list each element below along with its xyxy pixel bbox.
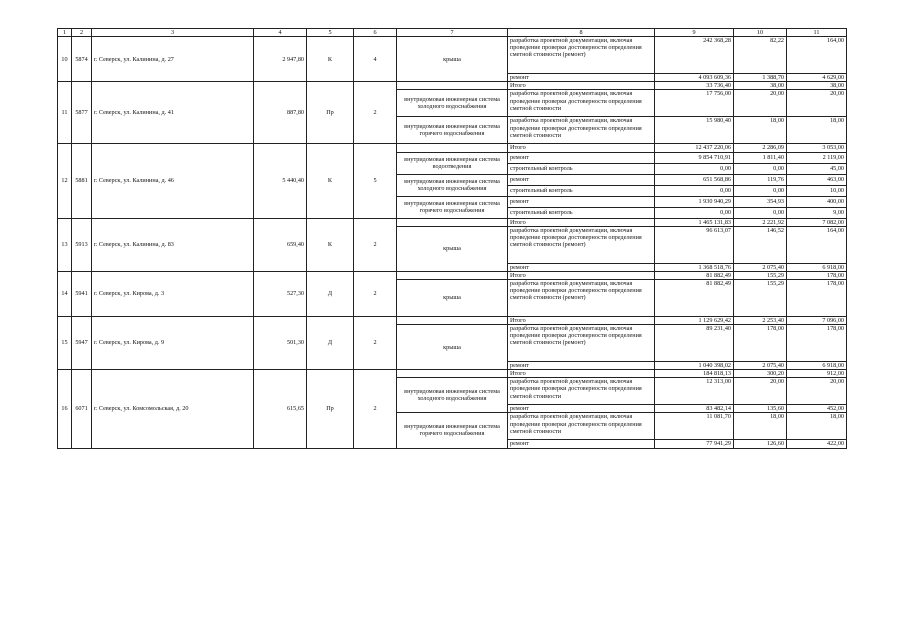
table-row xyxy=(58,144,847,152)
area-cell: 887,80 xyxy=(254,82,307,144)
work-type-cell: Итого xyxy=(508,370,655,378)
work-type-cell: Итого xyxy=(508,82,655,90)
work-type-cell: ремонт xyxy=(508,263,655,271)
work-type-cell: ремонт xyxy=(508,152,655,163)
cost-cell: 1 129 629,42 xyxy=(655,316,734,324)
limit-cost-cell: 4 629,00 xyxy=(787,74,847,82)
work-type-cell: Итого xyxy=(508,271,655,279)
area-cell: 615,65 xyxy=(254,370,307,448)
limit-cost-cell: 18,00 xyxy=(787,117,847,144)
area-cell: 659,40 xyxy=(254,218,307,271)
column-header: 6 xyxy=(354,29,397,37)
column-header: 11 xyxy=(787,29,847,37)
work-type-cell: Итого xyxy=(508,316,655,324)
work-type-cell: строительный контроль xyxy=(508,207,655,218)
cost-cell: 184 818,13 xyxy=(655,370,734,378)
floors-cell: 4 xyxy=(354,37,397,82)
table-row xyxy=(58,37,847,74)
house-type-cell: К xyxy=(307,144,354,218)
limit-cost-cell: 2 119,00 xyxy=(787,152,847,163)
address-cell: г. Северск, ул. Кирова, д. 9 xyxy=(92,316,254,369)
floors-cell: 2 xyxy=(354,316,397,369)
cost-cell: 81 882,49 xyxy=(655,279,734,316)
limit-cost-cell: 463,00 xyxy=(787,174,847,185)
column-header: 8 xyxy=(508,29,655,37)
address-cell: г. Северск, ул. Калинина, д. 83 xyxy=(92,218,254,271)
object-id-cell: 5913 xyxy=(72,218,92,271)
floors-cell: 2 xyxy=(354,218,397,271)
object-id-cell: 6071 xyxy=(72,370,92,448)
limit-cost-cell: 3 053,00 xyxy=(787,144,847,152)
cost-cell: 15 980,40 xyxy=(655,117,734,144)
limit-cost-cell: 7 096,00 xyxy=(787,316,847,324)
unit-cost-cell: 155,29 xyxy=(734,271,787,279)
unit-cost-cell: 0,00 xyxy=(734,163,787,174)
system-cell: внутридомовая инженерная система горячего водоснабжения xyxy=(397,117,508,144)
system-cell-empty xyxy=(397,82,508,90)
system-cell-empty xyxy=(397,271,508,279)
row-number-cell: 16 xyxy=(58,370,72,448)
limit-cost-cell: 400,00 xyxy=(787,196,847,207)
object-id-cell: 5941 xyxy=(72,271,92,316)
limit-cost-cell: 422,00 xyxy=(787,440,847,448)
address-cell: г. Северск, ул. Калинина, д. 41 xyxy=(92,82,254,144)
cost-cell: 1 930 940,29 xyxy=(655,196,734,207)
column-header: 4 xyxy=(254,29,307,37)
system-cell: внутридомовая инженерная система холодного водоснабжения xyxy=(397,378,508,413)
column-header: 3 xyxy=(92,29,254,37)
cost-cell: 12 313,00 xyxy=(655,378,734,405)
cost-cell: 4 093 609,36 xyxy=(655,74,734,82)
limit-cost-cell: 45,00 xyxy=(787,163,847,174)
limit-cost-cell: 164,00 xyxy=(787,37,847,74)
system-cell: внутридомовая инженерная система водоотведения xyxy=(397,152,508,174)
column-header: 1 xyxy=(58,29,72,37)
cost-cell: 1 368 518,76 xyxy=(655,263,734,271)
house-type-cell: Д xyxy=(307,271,354,316)
address-cell: г. Северск, ул. Калинина, д. 27 xyxy=(92,37,254,82)
unit-cost-cell: 2 221,92 xyxy=(734,218,787,226)
cost-cell: 83 482,14 xyxy=(655,405,734,413)
unit-cost-cell: 2 075,40 xyxy=(734,362,787,370)
cost-cell: 12 437 220,06 xyxy=(655,144,734,152)
object-id-cell: 5874 xyxy=(72,37,92,82)
capital-repair-table xyxy=(57,28,847,449)
limit-cost-cell: 452,00 xyxy=(787,405,847,413)
row-number-cell: 14 xyxy=(58,271,72,316)
cost-cell: 0,00 xyxy=(655,163,734,174)
row-number-cell: 15 xyxy=(58,316,72,369)
system-cell: внутридомовая инженерная система горячего водоснабжения xyxy=(397,196,508,218)
unit-cost-cell: 300,20 xyxy=(734,370,787,378)
object-id-cell: 5947 xyxy=(72,316,92,369)
work-type-cell: ремонт xyxy=(508,362,655,370)
limit-cost-cell: 912,00 xyxy=(787,370,847,378)
table-row xyxy=(58,316,847,324)
work-type-cell: разработка проектной документации, включая проведение проверки достоверности определения сметной стоимости xyxy=(508,90,655,117)
floors-cell: 5 xyxy=(354,144,397,218)
work-type-cell: строительный контроль xyxy=(508,185,655,196)
address-cell: г. Северск, ул. Комсомольская, д. 20 xyxy=(92,370,254,448)
unit-cost-cell: 82,22 xyxy=(734,37,787,74)
unit-cost-cell: 0,00 xyxy=(734,207,787,218)
unit-cost-cell: 18,00 xyxy=(734,413,787,440)
unit-cost-cell: 2 253,40 xyxy=(734,316,787,324)
row-number-cell: 12 xyxy=(58,144,72,218)
cost-cell: 1 465 131,83 xyxy=(655,218,734,226)
work-type-cell: Итого xyxy=(508,218,655,226)
table-row xyxy=(58,370,847,378)
column-header: 5 xyxy=(307,29,354,37)
system-cell-empty xyxy=(397,370,508,378)
work-type-cell: разработка проектной документации, включая проведение проверки достоверности определения сметной стоимости (ремонт) xyxy=(508,325,655,362)
limit-cost-cell: 18,00 xyxy=(787,413,847,440)
floors-cell: 2 xyxy=(354,370,397,448)
limit-cost-cell: 20,00 xyxy=(787,90,847,117)
house-type-cell: К xyxy=(307,37,354,82)
row-number-cell: 10 xyxy=(58,37,72,82)
cost-cell: 651 568,86 xyxy=(655,174,734,185)
work-type-cell: разработка проектной документации, включая проведение проверки достоверности определения сметной стоимости (ремонт) xyxy=(508,37,655,74)
unit-cost-cell: 0,00 xyxy=(734,185,787,196)
limit-cost-cell: 6 918,00 xyxy=(787,263,847,271)
work-type-cell: разработка проектной документации, включая проведение проверки достоверности определения сметной стоимости xyxy=(508,413,655,440)
floors-cell: 2 xyxy=(354,82,397,144)
row-number-cell: 11 xyxy=(58,82,72,144)
cost-cell: 81 882,49 xyxy=(655,271,734,279)
work-type-cell: разработка проектной документации, включая проведение проверки достоверности определения сметной стоимости (ремонт) xyxy=(508,279,655,316)
cost-cell: 0,00 xyxy=(655,207,734,218)
limit-cost-cell: 38,00 xyxy=(787,82,847,90)
unit-cost-cell: 135,60 xyxy=(734,405,787,413)
column-header: 2 xyxy=(72,29,92,37)
limit-cost-cell: 20,00 xyxy=(787,378,847,405)
unit-cost-cell: 38,00 xyxy=(734,82,787,90)
system-cell: крыша xyxy=(397,325,508,370)
cost-cell: 77 941,29 xyxy=(655,440,734,448)
work-type-cell: Итого xyxy=(508,144,655,152)
area-cell: 2 947,80 xyxy=(254,37,307,82)
work-type-cell: разработка проектной документации, включая проведение проверки достоверности определения сметной стоимости xyxy=(508,117,655,144)
cost-cell: 17 756,00 xyxy=(655,90,734,117)
address-cell: г. Северск, ул. Кирова, д. 3 xyxy=(92,271,254,316)
cost-cell: 33 736,40 xyxy=(655,82,734,90)
unit-cost-cell: 20,00 xyxy=(734,378,787,405)
system-cell: крыша xyxy=(397,37,508,82)
system-cell: внутридомовая инженерная система горячего водоснабжения xyxy=(397,413,508,448)
address-cell: г. Северск, ул. Калинина, д. 46 xyxy=(92,144,254,218)
unit-cost-cell: 2 286,09 xyxy=(734,144,787,152)
limit-cost-cell: 10,00 xyxy=(787,185,847,196)
area-cell: 501,30 xyxy=(254,316,307,369)
unit-cost-cell: 2 075,40 xyxy=(734,263,787,271)
cost-cell: 0,00 xyxy=(655,185,734,196)
table-row xyxy=(58,218,847,226)
work-type-cell: ремонт xyxy=(508,174,655,185)
house-type-cell: К xyxy=(307,218,354,271)
column-header: 9 xyxy=(655,29,734,37)
unit-cost-cell: 126,60 xyxy=(734,440,787,448)
limit-cost-cell: 6 918,00 xyxy=(787,362,847,370)
object-id-cell: 5877 xyxy=(72,82,92,144)
system-cell-empty xyxy=(397,316,508,324)
unit-cost-cell: 1 388,70 xyxy=(734,74,787,82)
limit-cost-cell: 164,00 xyxy=(787,226,847,263)
work-type-cell: ремонт xyxy=(508,196,655,207)
column-number-row xyxy=(58,29,847,37)
object-id-cell: 5881 xyxy=(72,144,92,218)
area-cell: 5 440,40 xyxy=(254,144,307,218)
limit-cost-cell: 178,00 xyxy=(787,279,847,316)
house-type-cell: Пр xyxy=(307,82,354,144)
unit-cost-cell: 1 811,40 xyxy=(734,152,787,163)
cost-cell: 9 854 710,91 xyxy=(655,152,734,163)
cost-cell: 11 081,70 xyxy=(655,413,734,440)
cost-cell: 89 231,40 xyxy=(655,325,734,362)
limit-cost-cell: 7 082,00 xyxy=(787,218,847,226)
table-body xyxy=(58,37,847,448)
system-cell: внутридомовая инженерная система холодного водоснабжения xyxy=(397,174,508,196)
limit-cost-cell: 178,00 xyxy=(787,271,847,279)
system-cell: крыша xyxy=(397,226,508,271)
area-cell: 527,30 xyxy=(254,271,307,316)
work-type-cell: ремонт xyxy=(508,440,655,448)
house-type-cell: Пр xyxy=(307,370,354,448)
floors-cell: 2 xyxy=(354,271,397,316)
limit-cost-cell: 178,00 xyxy=(787,325,847,362)
cost-cell: 1 040 398,02 xyxy=(655,362,734,370)
house-type-cell: Д xyxy=(307,316,354,369)
system-cell: внутридомовая инженерная система холодного водоснабжения xyxy=(397,90,508,117)
cost-cell: 242 368,28 xyxy=(655,37,734,74)
work-type-cell: ремонт xyxy=(508,74,655,82)
unit-cost-cell: 155,29 xyxy=(734,279,787,316)
table-row xyxy=(58,271,847,279)
cost-cell: 96 613,07 xyxy=(655,226,734,263)
unit-cost-cell: 146,52 xyxy=(734,226,787,263)
column-header: 10 xyxy=(734,29,787,37)
system-cell-empty xyxy=(397,144,508,152)
work-type-cell: строительный контроль xyxy=(508,163,655,174)
work-type-cell: разработка проектной документации, включая проведение проверки достоверности определения сметной стоимости (ремонт) xyxy=(508,226,655,263)
system-cell-empty xyxy=(397,218,508,226)
unit-cost-cell: 354,93 xyxy=(734,196,787,207)
system-cell: крыша xyxy=(397,279,508,316)
limit-cost-cell: 9,00 xyxy=(787,207,847,218)
column-header: 7 xyxy=(397,29,508,37)
table-row xyxy=(58,82,847,90)
row-number-cell: 13 xyxy=(58,218,72,271)
unit-cost-cell: 119,76 xyxy=(734,174,787,185)
unit-cost-cell: 18,00 xyxy=(734,117,787,144)
work-type-cell: ремонт xyxy=(508,405,655,413)
unit-cost-cell: 178,00 xyxy=(734,325,787,362)
work-type-cell: разработка проектной документации, включая проведение проверки достоверности определения сметной стоимости xyxy=(508,378,655,405)
unit-cost-cell: 20,00 xyxy=(734,90,787,117)
